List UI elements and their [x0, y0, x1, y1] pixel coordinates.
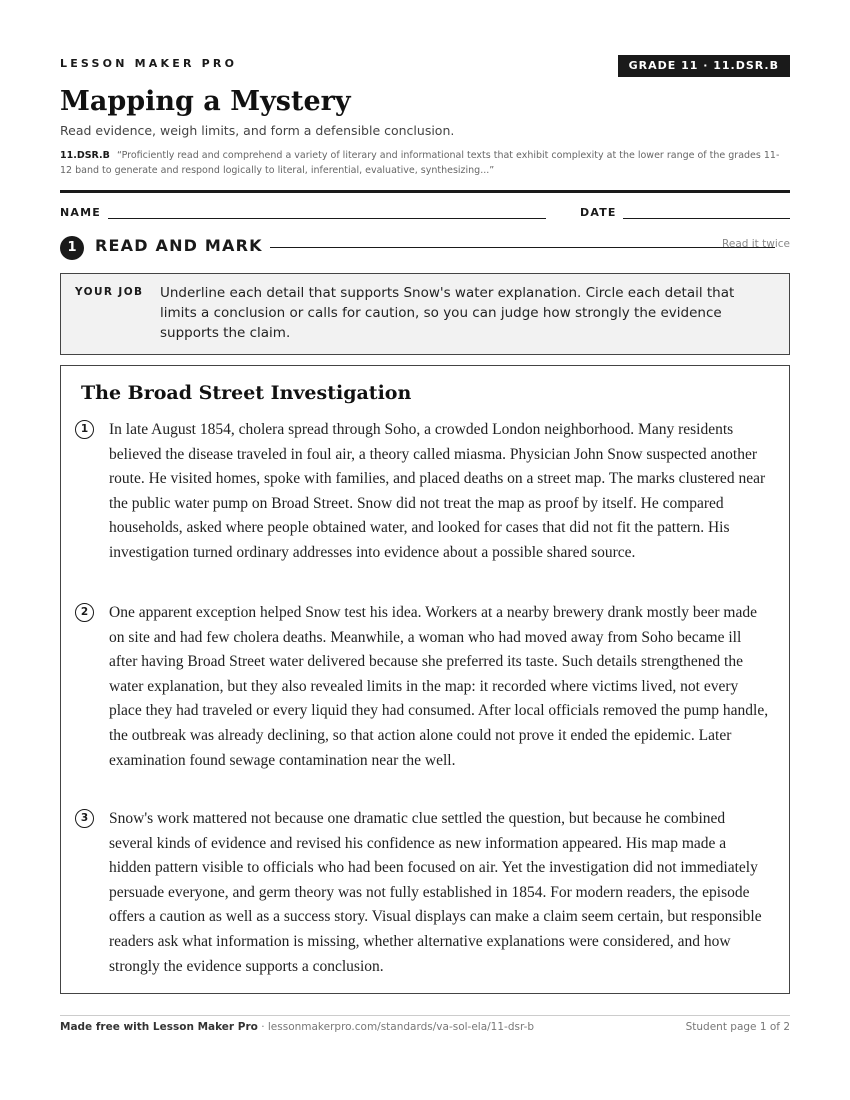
- grade-badge: GRADE 11 · 11.DSR.B: [618, 55, 790, 77]
- standard-text: “Proficiently read and comprehend a variety of literary and informational texts that exhibit complexity at the lower range of the grades 11-12 band to generate and respond logically to literal, inferential, evaluative, synthesizing...”: [60, 150, 780, 176]
- paragraph-text: In late August 1854, cholera spread through Soho, a crowded London neighborhood. Many residents believed the disease traveled in foul air, a theory called miasma. Physician John Snow suspected another route. He visited homes, spoke with families, and placed deaths on a street map. The marks clustered near the public water pump on Broad Street. Snow did not treat the map as proof by itself. He compared households, asked where people obtained water, and looked for cases that did not fit the pattern. His investigation turned ordinary addresses into evidence about a possible shared source.: [109, 421, 766, 561]
- instructions-text: Underline each detail that supports Snow's water explanation. Circle each detail that limits a conclusion or calls for caution, so you can judge how strongly the evidence supports the claim.: [160, 285, 735, 341]
- section-number-badge: 1: [60, 236, 84, 260]
- instructions-label: YOUR JOB: [75, 286, 144, 298]
- footer-divider: [60, 1015, 790, 1016]
- name-field[interactable]: [108, 218, 546, 219]
- paragraph-number: 3: [75, 809, 94, 828]
- standard-description: [60, 148, 790, 178]
- standard-code: 11.DSR.B: [60, 150, 110, 161]
- paragraph-number: 2: [75, 603, 94, 622]
- page-number: Student page 1 of 2: [685, 1021, 790, 1033]
- brand-name: LESSON MAKER PRO: [60, 57, 238, 70]
- section-divider: [270, 247, 775, 248]
- paragraph-text: One apparent exception helped Snow test his idea. Workers at a nearby brewery drank mostly beer made on site and had few cholera deaths. Meanwhile, a woman who had moved away from Soho became ill after having Broad Street water delivered because she preferred its taste. Such details strengthened the water explanation, but they also revealed limits in the map: it recorded where victims lived, not every place they had traveled or every liquid they had consumed. After local officials removed the pump handle, the outbreak was already declining, so that action alone could not prove it ended the epidemic. Later examination found sewage contamination near the well.: [109, 604, 769, 769]
- reading-passage: [60, 365, 790, 994]
- footer-url[interactable]: lessonmakerpro.com/standards/va-sol-ela/11-dsr-b: [267, 1021, 535, 1033]
- section-note: Read it twice: [722, 238, 790, 250]
- footer-made-with: Made free with Lesson Maker Pro: [60, 1021, 258, 1033]
- name-label: NAME: [60, 206, 101, 219]
- section-title: READ AND MARK: [95, 236, 263, 255]
- passage-title: The Broad Street Investigation: [81, 382, 412, 404]
- date-field[interactable]: [623, 218, 790, 219]
- page-subtitle: Read evidence, weigh limits, and form a defensible conclusion.: [60, 123, 455, 138]
- footer-separator: ·: [257, 1021, 268, 1033]
- date-label: DATE: [580, 206, 617, 219]
- instructions-box: [60, 273, 790, 355]
- footer-credit: [60, 1021, 534, 1033]
- paragraph-number: 1: [75, 420, 94, 439]
- page-title: Mapping a Mystery: [60, 86, 351, 117]
- header-divider: [60, 190, 790, 193]
- paragraph-text: Snow's work mattered not because one dramatic clue settled the question, but because he combined several kinds of evidence and revised his confidence as new information appeared. His map made a hidden pattern visible to officials who had been focused on air. Yet the investigation did not immediately persuade everyone, and germ theory was not fully established in 1854. For modern readers, the episode offers a caution as well as a success story. Visual displays can make a claim seem certain, but responsible readers ask what information is missing, whether alternative explanations were considered, and how strongly the evidence supports a conclusion.: [109, 810, 762, 975]
